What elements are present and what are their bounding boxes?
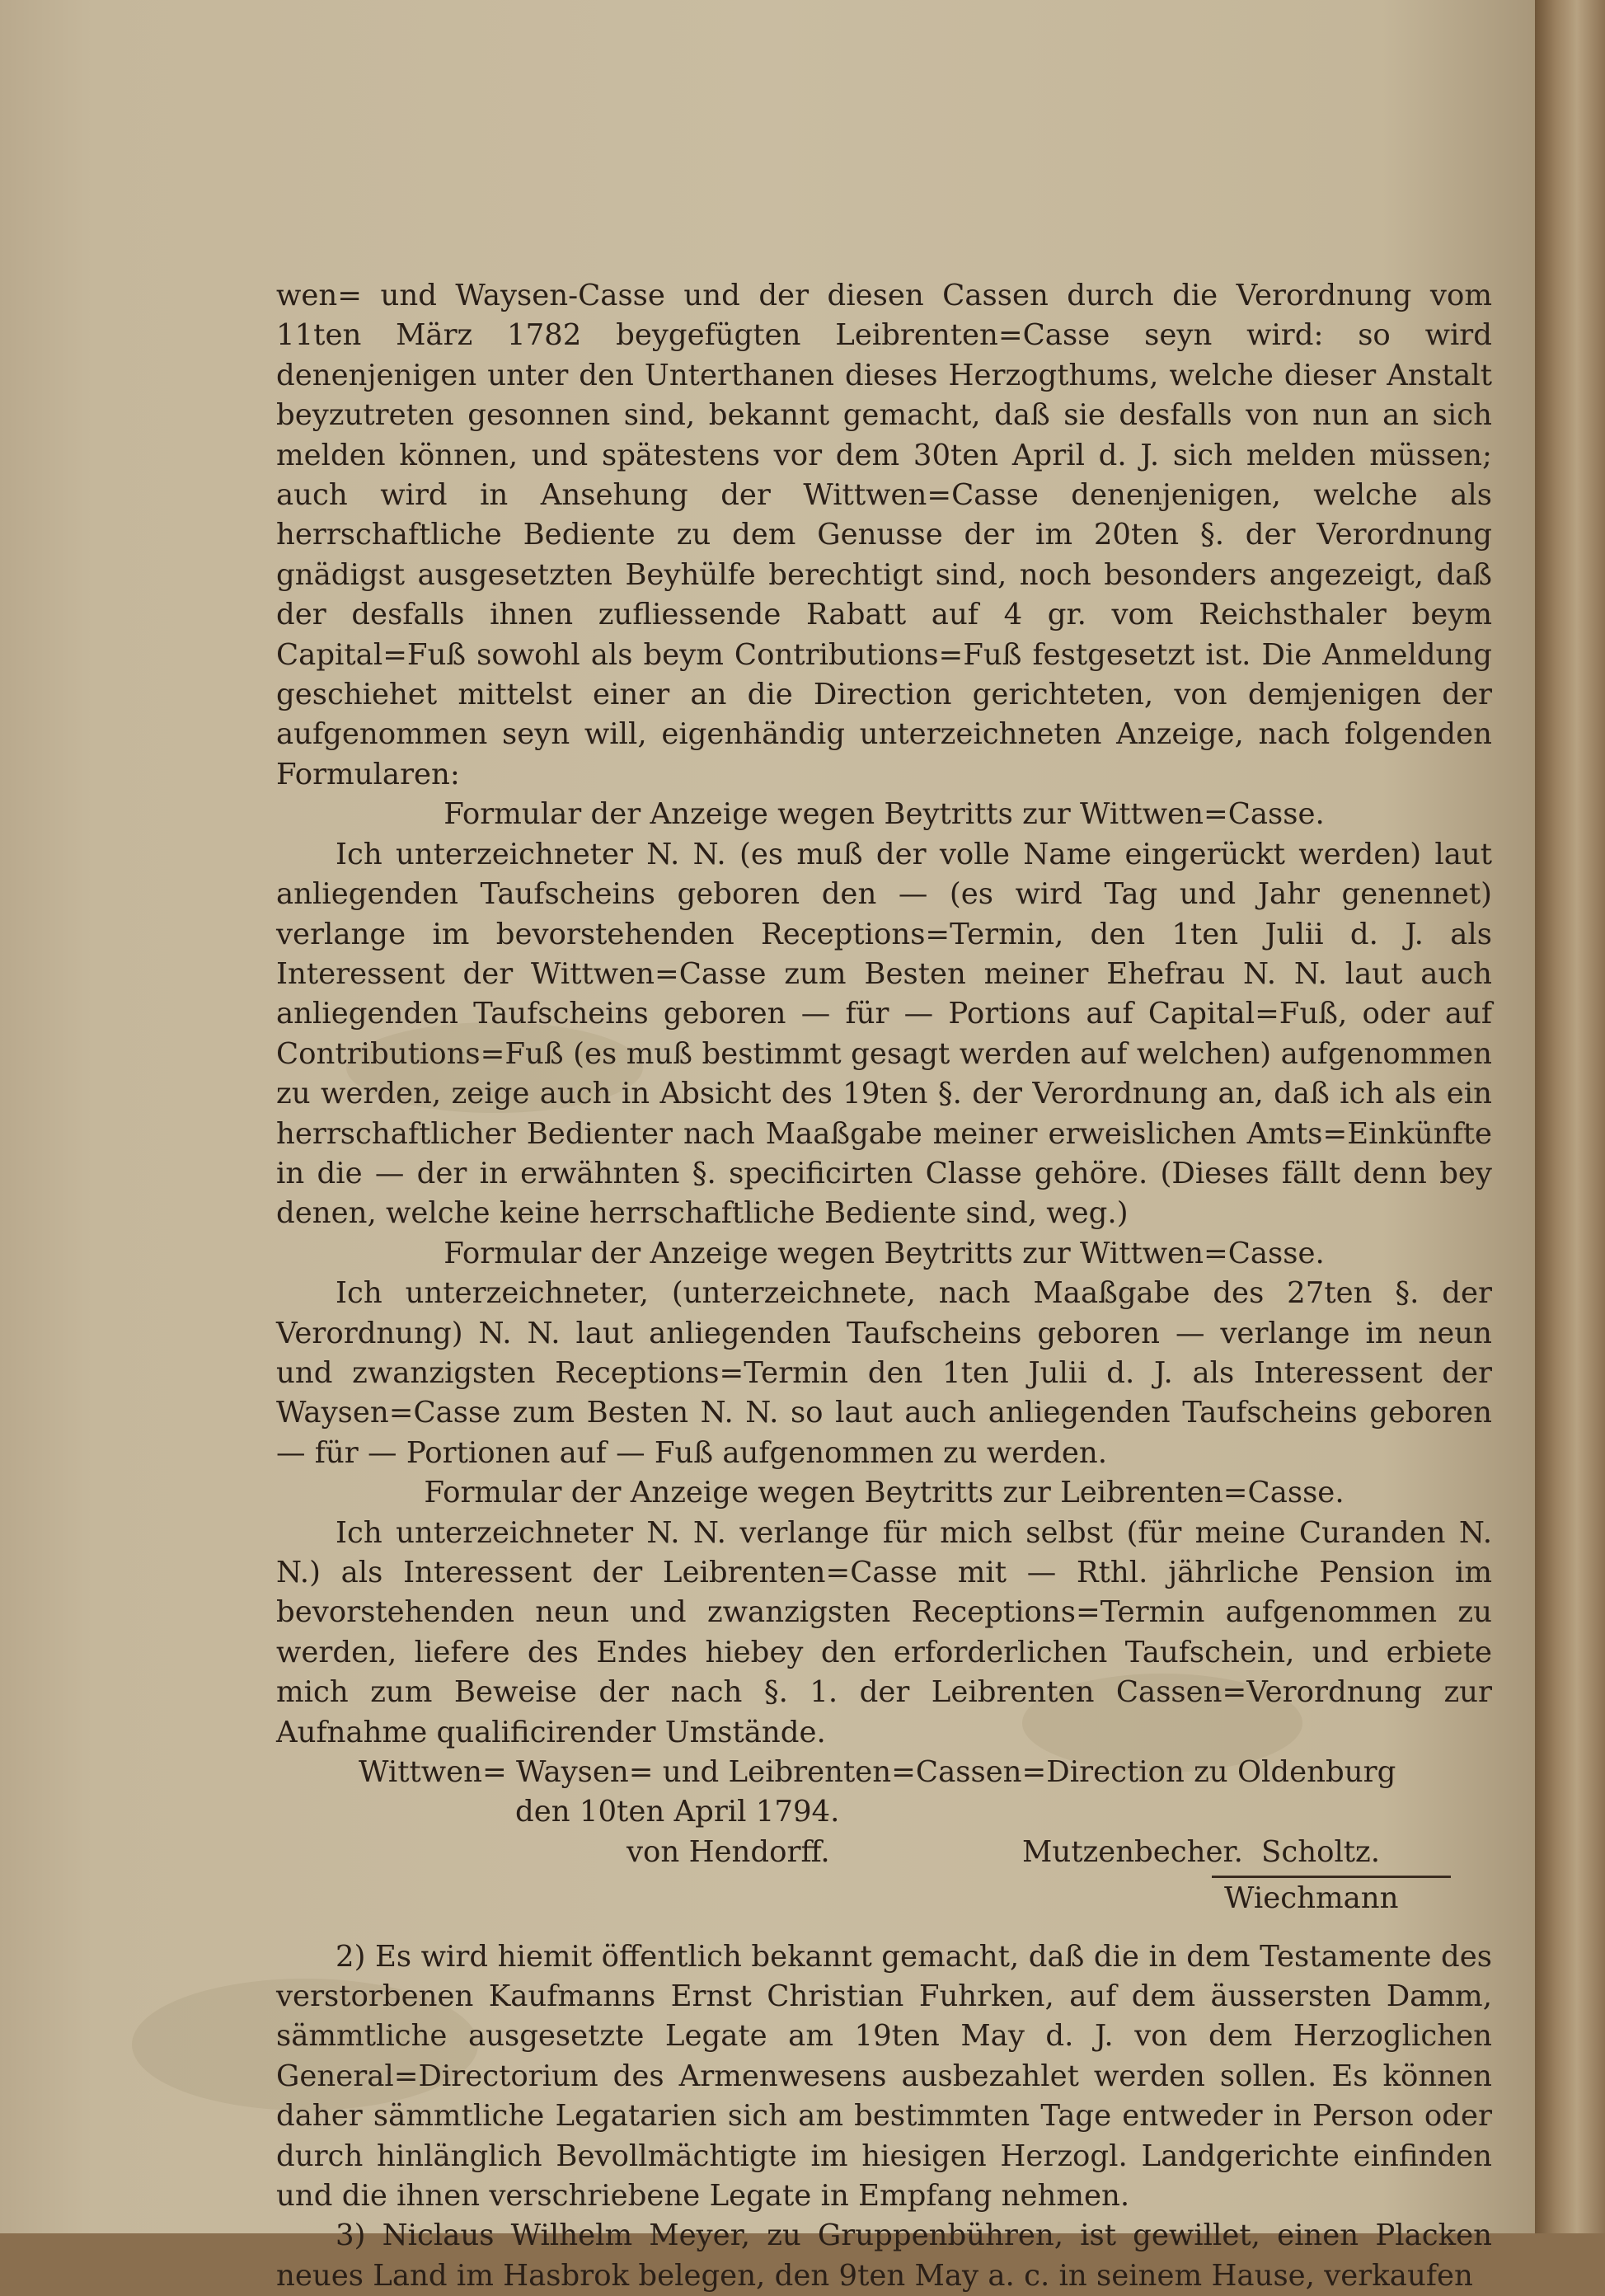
book-edge bbox=[1535, 0, 1605, 2233]
form-heading-leibrenten: Formular der Anzeige wegen Beytritts zur Leibrenten=Casse. bbox=[424, 1476, 1345, 1510]
signature-scholtz: Scholtz. bbox=[1261, 1834, 1381, 1869]
issue-date: den 10ten April 1794. bbox=[515, 1795, 840, 1829]
form-heading-waysen: Formular der Anzeige wegen Beytritts zur Wittwen=Casse. bbox=[443, 1236, 1325, 1270]
page-text bbox=[276, 276, 1492, 2296]
notice-item-3: 3) Niclaus Wilhelm Meyer, zu Gruppenbühren, ist gewillet, einen Placken neues Land im Hasbrok belegen, den 9ten May a. c. in seinem Hause, verkaufen bbox=[276, 2219, 1492, 2293]
signature-row bbox=[276, 1833, 1492, 1872]
issuing-authority: Wittwen= Waysen= und Leibrenten=Cassen=Direction zu Oldenburg bbox=[359, 1755, 1396, 1790]
notice-item-2: 2) Es wird hiemit öffentlich bekannt gemacht, daß die in dem Testamente des verstorbenen Kaufmanns Ernst Christian Fuhrken, auf dem äussersten Damm, sämmtliche ausgesetzte Legate am 19ten May d. J. von dem Herzoglichen General=Directorium des Armenwesens ausbezahlet werden sollen. Es können daher sämmtliche Legatarien sich am bestimmten Tage entweder in Person oder durch hinlänglich Bevollmächtigte im hiesigen Herzogl. Landgerichte einfinden und die ihnen verschriebene Legate in Empfang nehmen. bbox=[276, 1939, 1492, 2214]
signature-row-2 bbox=[276, 1872, 1492, 1916]
signature-mutzenbecher: Mutzenbecher. bbox=[1022, 1834, 1243, 1869]
signature-wiechmann: Wiechmann bbox=[1224, 1881, 1399, 1916]
intro-paragraph: wen= und Waysen-Casse und der diesen Cassen durch die Verordnung vom 11ten März 1782 beygefügten Leibrenten=Casse seyn wird: so wird denenjenigen unter den Unterthanen dieses Herzogthums, welche dieser Anstalt beyzutreten gesonnen sind, bekannt gemacht, daß sie desfalls von nun an sich melden können, und spätestens vor dem 30ten April d. J. sich melden müssen; auch wird in Ansehung der Wittwen=Casse denenjenigen, welche als herrschaftliche Bediente zu dem Genusse der im 20ten §. der Verordnung gnädigst ausgesetzten Beyhülfe berechtigt sind, noch besonders angezeigt, daß der desfalls ihnen zufliessende Rabatt auf 4 gr. vom Reichsthaler beym Capital=Fuß sowohl als beym Contributions=Fuß festgesetzt ist. Die Anmeldung geschiehet mittelst einer an die Direction gerichteten, von demjenigen der aufgenommen seyn will, eigenhändig unterzeichneten Anzeige, nach folgenden Formularen: bbox=[276, 279, 1492, 791]
form-body-waysen: Ich unterzeichneter, (unterzeichnete, nach Maaßgabe des 27ten §. der Verordnung) N. N. laut anliegenden Taufscheins geboren — verlange im neun und zwanzigsten Receptions=Termin den 1ten Julii d. J. als Interessent der Waysen=Casse zum Besten N. N. so laut auch anliegenden Taufscheins geboren — für — Portionen auf — Fuß aufgenommen zu werden. bbox=[276, 1276, 1492, 1470]
signature-hendorff: von Hendorff. bbox=[627, 1834, 830, 1869]
form-heading-wittwen: Formular der Anzeige wegen Beytritts zur Wittwen=Casse. bbox=[443, 797, 1325, 832]
signature-rule bbox=[1212, 1876, 1451, 1878]
form-body-wittwen: Ich unterzeichneter N. N. (es muß der volle Name eingerückt werden) laut anliegenden Taufscheins geboren den — (es wird Tag und Jahr genennet) verlange im bevorstehenden Receptions=Termin, den 1ten Julii d. J. als Interessent der Wittwen=Casse zum Besten meiner Ehefrau N. N. laut auch anliegenden Taufscheins geboren — für — Portions auf Capital=Fuß, oder auf Contributions=Fuß (es muß bestimmt gesagt werden auf welchen) aufgenommen zu werden, zeige auch in Absicht des 19ten §. der Verordnung an, daß ich als ein herrschaftlicher Bedienter nach Maaßgabe meiner erweislichen Amts=Einkünfte in die — der in erwähnten §. specificirten Classe gehöre. (Dieses fällt denn bey denen, welche keine herrschaftliche Bediente sind, weg.) bbox=[276, 837, 1492, 1231]
form-body-leibrenten: Ich unterzeichneter N. N. verlange für mich selbst (für meine Curanden N. N.) als Interessent der Leibrenten=Casse mit — Rthl. jährliche Pension im bevorstehenden neun und zwanzigsten Receptions=Termin aufgenommen zu werden, liefere des Endes hiebey den erforderlichen Taufschein, und erbiete mich zum Beweise der nach §. 1. der Leibrenten Cassen=Verordnung zur Aufnahme qualificirender Umstände. bbox=[276, 1515, 1492, 1749]
